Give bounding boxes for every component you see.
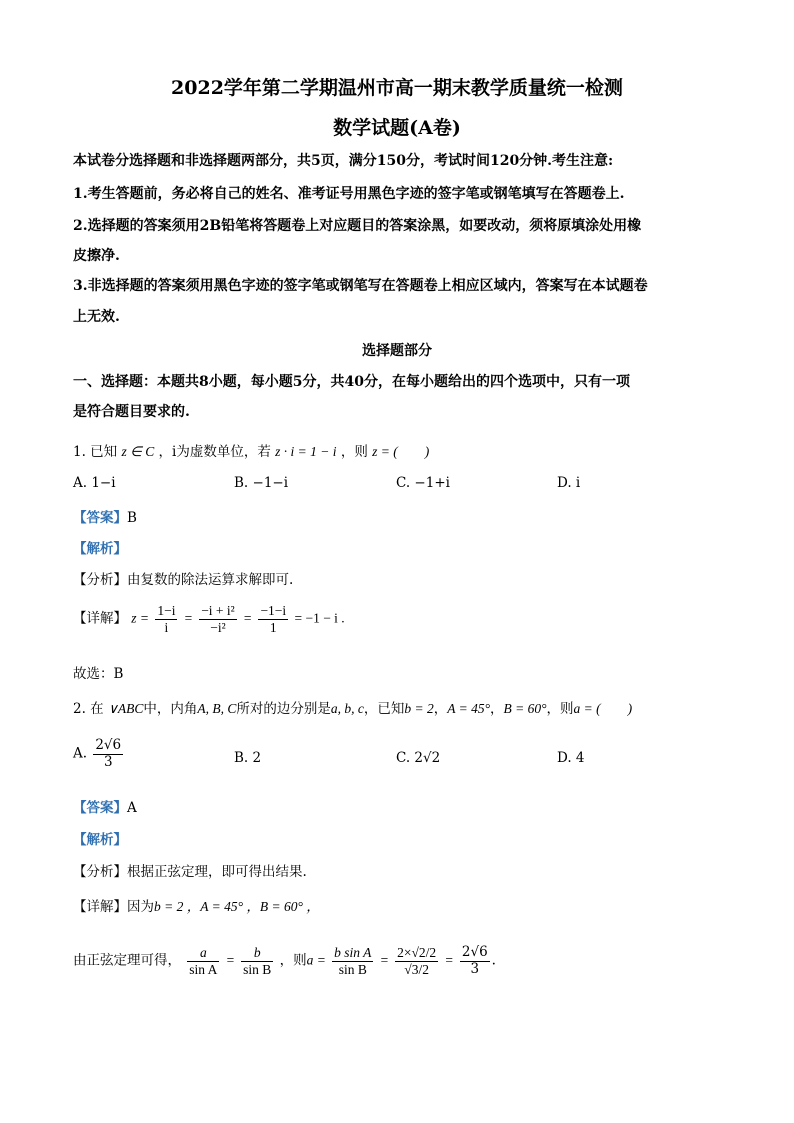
q1-fenxi-text: 由复数的除法运算求解即可.: [127, 572, 294, 588]
answer-tag: 【答案】: [73, 510, 127, 526]
q2-law-of-sines: 由正弦定理可得， $\frac{a}{\text{sin A}}$ = $\frac{b}{\text{sin B}}$ ，则a = $\frac{\text{b sin A}}{\text{sin B}}$ = $\frac{2\times√2/2}{√3/2}$ = $\frac{2√6}{3}$ .: [73, 944, 496, 977]
q2-detail: 【详解】因为b = 2 ，A = 45° ，B = 60° ，: [73, 899, 320, 915]
q2-stem-triangle: ∨ABC: [107, 701, 144, 716]
q1-option-d: D. i: [557, 475, 581, 491]
q1-option-b: B. −1−i: [234, 475, 289, 491]
q2-detail-values: b = 2 ，A = 45° ，B = 60° ，: [154, 899, 320, 914]
q2-option-a-fraction: $\frac{2√6}{3}$: [95, 737, 122, 770]
q2-stem-sides: a, b, c: [330, 701, 364, 716]
analysis-tag: 【解析】: [73, 832, 127, 848]
q1-stem: [73, 440, 429, 460]
q1-stem-eq: z · i = 1 − i: [275, 444, 337, 459]
intro-line-2: 1.考生答题前，务必将自己的姓名、准考证号用黑色字迹的签字笔或钢笔填写在答题卷上.: [73, 186, 625, 202]
section-heading-b: 是符合题目要求的.: [73, 404, 190, 420]
intro-line-4b: 上无效.: [73, 309, 120, 325]
q1-fraction-3: $\frac{-1-i}{1}$: [260, 603, 287, 635]
q2-law-frac-b: $\frac{b}{\text{sin B}}$: [243, 945, 272, 977]
fenxi-tag: 【分析】: [73, 572, 127, 588]
q2-option-b: B. 2: [234, 750, 262, 766]
q2-stem-angles: A, B, C: [197, 701, 237, 716]
q2-fenxi-text: 根据正弦定理，即可得出结果.: [127, 864, 307, 880]
q2-answer-value: A: [127, 800, 137, 816]
q1-detail: 【详解】 z = $\frac{1-i}{i}$ = $\frac{\text{−i + i²}}{\text{−i²}}$ = $\frac{-1-i}{1}$ = −1 − i .: [73, 603, 345, 635]
q2-option-d: D. 4: [557, 750, 585, 766]
q1-fraction-2: $\frac{\text{−i + i²}}{\text{−i²}}$: [201, 603, 235, 635]
q1-conclusion: 故选：B: [73, 666, 124, 682]
q1-stem-ask: z = ( ): [372, 444, 430, 459]
intro-line-4a: 3.非选择题的答案须用黑色字迹的签字笔或钢笔写在答题卷上相应区域内，答案写在本试题卷: [73, 278, 648, 294]
q2-stem: 2. 在 ∨ABC中，内角A, B, C所对的边分别是a, b, c，已知b = 2，A = 45°，B = 60°，则a = ( ): [73, 701, 633, 717]
q2-law-frac-main: $\frac{\text{b sin A}}{\text{sin B}}$: [334, 945, 372, 977]
q1-fraction-1: $\frac{1-i}{i}$: [157, 603, 176, 635]
section-heading-a: 一、选择题：本题共8小题，每小题5分，共40分，在每小题给出的四个选项中，只有一项: [73, 374, 630, 390]
q1-analysis: [73, 537, 127, 557]
q1-option-a: A. 1−i: [73, 475, 116, 491]
q1-option-c: C. −1+i: [396, 475, 450, 491]
analysis-tag: 【解析】: [73, 541, 127, 557]
q1-stem-post: ，则: [340, 444, 368, 460]
q2-analysis: [73, 828, 127, 848]
intro-line-1: 本试卷分选择题和非选择题两部分，共5页，满分150分，考试时间120分钟.考生注意:: [73, 153, 614, 169]
q2-option-c: C. 2√2: [396, 750, 441, 766]
q2-law-frac-result: $\frac{2√6}{3}$: [461, 944, 488, 977]
q1-detail-z: z =: [131, 610, 150, 626]
section-title: 选择题部分: [362, 343, 432, 359]
q1-stem-mid: ，i为虚数单位，若: [158, 444, 271, 460]
q2-law-frac-a: $\frac{a}{\text{sin A}}$: [189, 945, 218, 977]
q2-fenxi: [73, 860, 307, 880]
fenxi-tag: 【分析】: [73, 864, 127, 880]
q2-law-frac-compound: $\frac{2\times√2/2}{√3/2}$: [397, 945, 437, 977]
q2-stem-A: A = 45°: [447, 701, 490, 716]
intro-line-3a: 2.选择题的答案须用2B铅笔将答题卷上对应题目的答案涂黑，如要改动，须将原填涂处用橡: [73, 218, 642, 234]
q1-answer-value: B: [127, 510, 137, 526]
detail-tag: 【详解】: [73, 610, 127, 627]
answer-tag: 【答案】: [73, 800, 127, 816]
q2-stem-pre: 2. 在: [73, 701, 104, 717]
page-subtitle: 数学试题(A卷): [333, 117, 461, 139]
q2-stem-ask: a = ( ): [573, 701, 633, 716]
q1-stem-pre: 1. 已知: [73, 444, 118, 460]
q1-detail-result: = −1 − i .: [294, 610, 345, 626]
detail-tag: 【详解】: [73, 899, 127, 915]
q2-option-a: A. $\frac{2√6}{3}$: [73, 737, 122, 770]
page-title: 2022学年第二学期温州市高一期末教学质量统一检测: [171, 77, 623, 99]
q1-answer: [73, 506, 137, 526]
q2-stem-b: b = 2: [404, 701, 434, 716]
q1-stem-z: z ∈ C: [121, 444, 155, 459]
q2-stem-B: B = 60°: [503, 701, 547, 716]
intro-line-3b: 皮擦净.: [73, 248, 120, 264]
q1-fenxi: [73, 568, 293, 588]
q2-answer: [73, 796, 137, 816]
